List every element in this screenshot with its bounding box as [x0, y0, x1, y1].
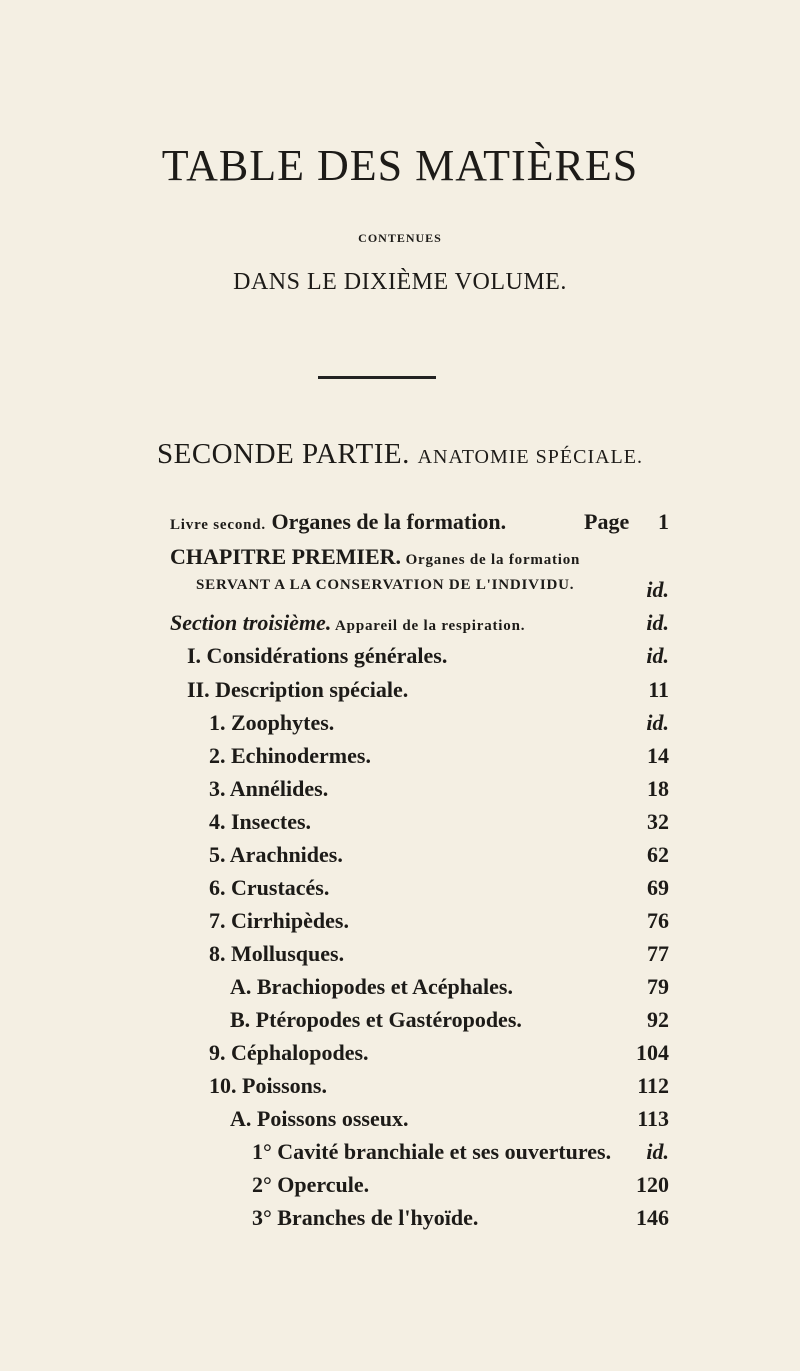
toc-entry	[0, 908, 800, 942]
entry-text: A. Poissons osseux.	[230, 1106, 409, 1131]
page-number: 62	[647, 842, 669, 867]
toc-entry	[0, 710, 800, 744]
toc-entry-chapitre	[0, 544, 800, 578]
page-number: id.	[646, 1139, 669, 1164]
page-number: id.	[646, 577, 669, 602]
page-title: TABLE DES MATIÈRES	[161, 141, 639, 190]
toc-entry	[0, 677, 800, 711]
part-sub: ANATOMIE SPÉCIALE.	[417, 446, 643, 468]
toc-entry	[0, 1205, 800, 1239]
toc-entry	[0, 941, 800, 975]
toc-entry	[0, 1007, 800, 1041]
entry-text: 1° Cavité branchiale et ses ouvertures.	[252, 1139, 612, 1164]
page-number: 104	[636, 1040, 669, 1065]
entry-text: 8. Mollusques.	[209, 941, 345, 966]
entry-text: I. Considérations générales.	[187, 643, 448, 668]
toc-entry	[0, 776, 800, 810]
page-number: 1	[658, 509, 669, 534]
toc-entry	[0, 809, 800, 843]
toc-entry	[0, 743, 800, 777]
toc-entry	[0, 974, 800, 1008]
entry-text: A. Brachiopodes et Acéphales.	[230, 974, 513, 999]
entry-text: 4. Insectes.	[209, 809, 312, 834]
page-number: 79	[647, 974, 669, 999]
livre-label: Livre second.	[170, 517, 266, 533]
toc-entry-chapitre-cont	[0, 577, 800, 611]
toc-entry	[0, 1172, 800, 1206]
page-number: 11	[648, 677, 669, 702]
entry-text: 1. Zoophytes.	[209, 710, 335, 735]
toc-entry	[0, 643, 800, 677]
page-number: 18	[647, 776, 669, 801]
divider-rule	[318, 376, 436, 379]
subtitle-contenues: CONTENUES	[358, 231, 442, 245]
entry-text: 3. Annélides.	[209, 776, 329, 801]
part-main: SECONDE PARTIE.	[157, 438, 410, 470]
entry-text: Organes de la formation.	[265, 509, 507, 534]
page-number: id.	[646, 710, 669, 735]
page-number: id.	[646, 643, 669, 668]
entry-text: 9. Céphalopodes.	[209, 1040, 369, 1065]
toc-entry-section	[0, 610, 800, 644]
entry-text: 2. Echinodermes.	[209, 743, 371, 768]
toc-entry	[0, 1040, 800, 1074]
page-number: 146	[636, 1205, 669, 1230]
page-number: 32	[647, 809, 669, 834]
toc-entry	[0, 1073, 800, 1107]
entry-text: 7. Cirrhipèdes.	[209, 908, 349, 933]
entry-text: II. Description spéciale.	[187, 677, 409, 702]
page-number: 112	[637, 1073, 669, 1098]
entry-smallcaps: SERVANT A LA CONSERVATION DE L'INDIVIDU.	[196, 577, 575, 593]
page-number: 92	[647, 1007, 669, 1032]
page-number: 120	[636, 1172, 669, 1197]
page-word: Page	[584, 509, 630, 534]
entry-text: 2° Opercule.	[252, 1172, 370, 1197]
entry-text: 5. Arachnides.	[209, 842, 343, 867]
entry-smallcaps: Organes de la formation	[401, 552, 581, 568]
page-number: 77	[647, 941, 669, 966]
entry-smallcaps: Appareil de la respiration.	[331, 618, 526, 634]
entry-text: 6. Crustacés.	[209, 875, 330, 900]
entry-text: B. Ptéropodes et Gastéropodes.	[230, 1007, 522, 1032]
toc-entry	[0, 1106, 800, 1140]
entry-text: 10. Poissons.	[209, 1073, 327, 1098]
page-number: 14	[647, 743, 669, 768]
part-heading	[0, 438, 800, 471]
page-number: id.	[646, 610, 669, 635]
entry-text: 3° Branches de l'hyoïde.	[252, 1205, 479, 1230]
page-number: 76	[647, 908, 669, 933]
toc-entry	[0, 842, 800, 876]
subtitle-volume: DANS LE DIXIÈME VOLUME.	[233, 269, 567, 295]
toc-entry-livre	[0, 509, 800, 543]
entry-italic: Section troisième.	[170, 610, 332, 635]
page-number: 113	[637, 1106, 669, 1131]
toc-entry	[0, 875, 800, 909]
toc-entry	[0, 1139, 800, 1173]
page-number: 69	[647, 875, 669, 900]
entry-text: CHAPITRE PREMIER.	[170, 544, 402, 569]
